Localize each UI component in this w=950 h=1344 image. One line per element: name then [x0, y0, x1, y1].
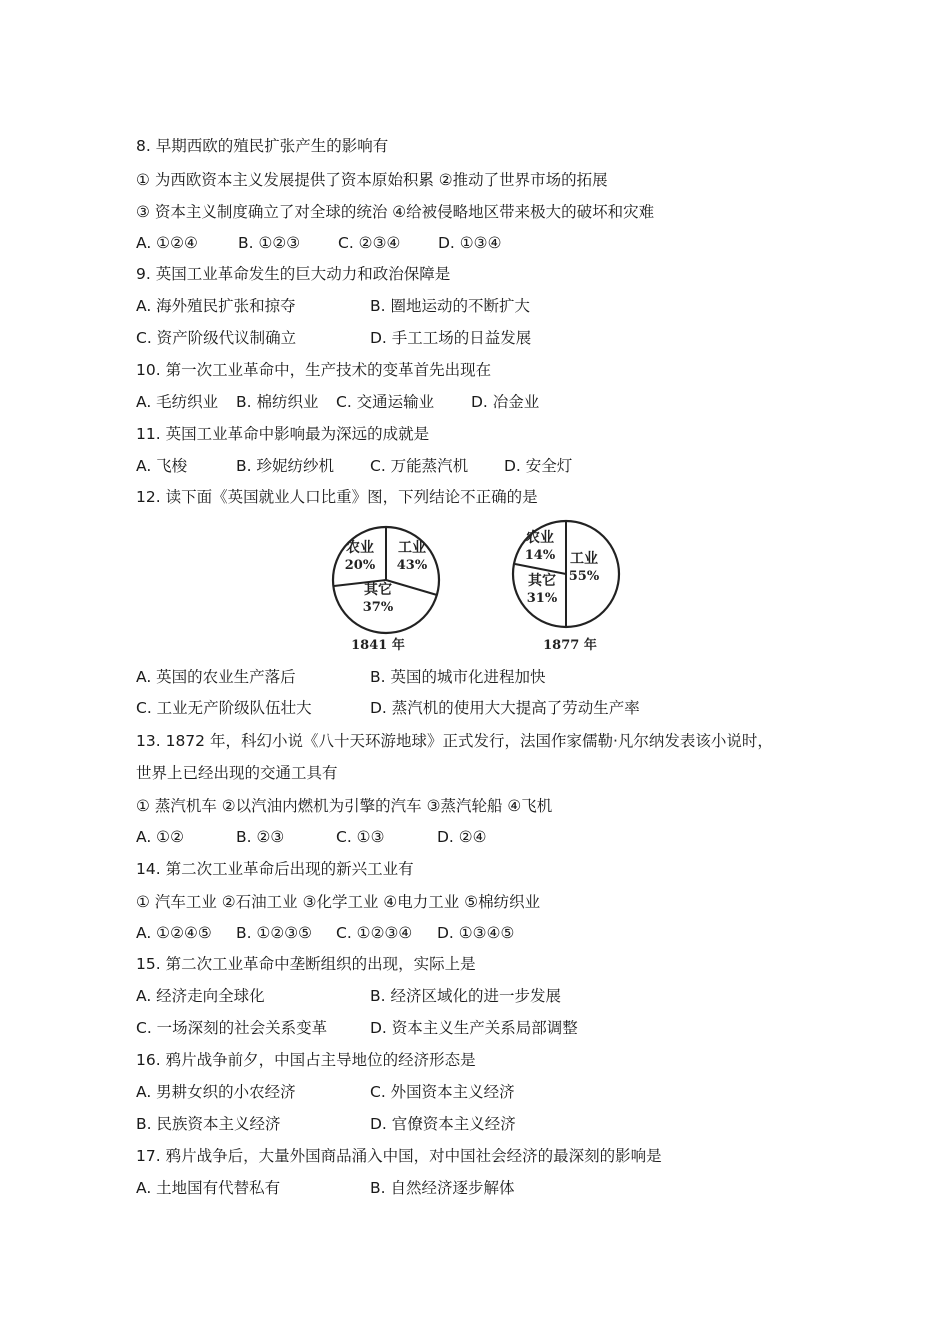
q10-option-b: B. 棉纺织业: [236, 393, 319, 411]
q11-option-a: A. 飞梭: [136, 457, 188, 475]
q8-option-c: C. ②③④: [338, 234, 401, 252]
q8-option-a: A. ①②④: [136, 234, 198, 252]
pie-1841-slice-label-industry: 工业: [398, 540, 426, 556]
pie-1841-slice-label-agriculture: 农业: [346, 540, 374, 556]
q14-option-d: D. ①③④⑤: [437, 924, 515, 942]
q15-option-b: B. 经济区域化的进一步发展: [370, 987, 561, 1005]
q10-option-a: A. 毛纺织业: [136, 393, 219, 411]
q11-stem: 11. 英国工业革命中影响最为深远的成就是: [136, 425, 430, 443]
q11-option-d: D. 安全灯: [504, 457, 573, 475]
pie-1877-slice-value-agriculture: 14%: [524, 548, 556, 563]
q8-item-line-1: ① 为西欧资本主义发展提供了资本原始积累 ②推动了世界市场的拓展: [136, 171, 608, 189]
q16-option-b: B. 民族资本主义经济: [136, 1115, 281, 1133]
q10-option-d: D. 冶金业: [471, 393, 540, 411]
pie-1877-slice-value-other: 31%: [526, 591, 558, 606]
pie-1841-divider-right: [386, 580, 437, 595]
q9-stem: 9. 英国工业革命发生的巨大动力和政治保障是: [136, 265, 451, 283]
q13-stem-line-2: 世界上已经出现的交通工具有: [136, 764, 338, 782]
q15-option-d: D. 资本主义生产关系局部调整: [370, 1019, 578, 1037]
q17-option-b: B. 自然经济逐步解体: [370, 1179, 515, 1197]
q13-option-d: D. ②④: [437, 828, 487, 846]
pie-1877: [513, 521, 619, 653]
q8-item-line-2: ③ 资本主义制度确立了对全球的统治 ④给被侵略地区带来极大的破坏和灾难: [136, 203, 655, 221]
pie-1841-slice-value-other: 37%: [362, 600, 394, 615]
q8-option-d: D. ①③④: [438, 234, 502, 252]
q14-option-a: A. ①②④⑤: [136, 924, 212, 942]
employment-pie-charts: [326, 512, 626, 660]
q15-option-c: C. 一场深刻的社会关系变革: [136, 1019, 328, 1037]
pie-1877-slice-label-other: 其它: [528, 573, 556, 589]
q13-option-c: C. ①③: [336, 828, 385, 846]
q13-option-b: B. ②③: [236, 828, 285, 846]
q12-option-b: B. 英国的城市化进程加快: [370, 668, 546, 686]
pie-1877-year-label: 1877 年: [543, 638, 597, 653]
pie-1841-slice-value-industry: 43%: [396, 558, 428, 573]
q9-option-b: B. 圈地运动的不断扩大: [370, 297, 530, 315]
q14-items: ① 汽车工业 ②石油工业 ③化学工业 ④电力工业 ⑤棉纺织业: [136, 893, 541, 911]
q11-option-b: B. 珍妮纺纱机: [236, 457, 334, 475]
q16-option-c: C. 外国资本主义经济: [370, 1083, 515, 1101]
pie-1841-slice-label-other: 其它: [364, 582, 392, 598]
q8-option-b: B. ①②③: [238, 234, 301, 252]
q10-option-c: C. 交通运输业: [336, 393, 435, 411]
q12-stem: 12. 读下面《英国就业人口比重》图，下列结论不正确的是: [136, 488, 538, 506]
q12-option-d: D. 蒸汽机的使用大大提高了劳动生产率: [370, 699, 640, 717]
q10-stem: 10. 第一次工业革命中，生产技术的变革首先出现在: [136, 361, 492, 379]
q13-stem-line-1: 13. 1872 年，科幻小说《八十天环游地球》正式发行，法国作家儒勒·凡尔纳发表该小说时，: [136, 732, 773, 750]
q13-items: ① 蒸汽机车 ②以汽油内燃机为引擎的汽车 ③蒸汽轮船 ④飞机: [136, 797, 553, 815]
q14-stem: 14. 第二次工业革命后出现的新兴工业有: [136, 860, 414, 878]
q8-stem: 8. 早期西欧的殖民扩张产生的影响有: [136, 137, 389, 155]
q14-option-c: C. ①②③④: [336, 924, 413, 942]
q14-option-b: B. ①②③⑤: [236, 924, 313, 942]
pie-1877-slice-label-industry: 工业: [570, 551, 598, 567]
q15-stem: 15. 第二次工业革命中垄断组织的出现，实际上是: [136, 955, 476, 973]
q16-stem: 16. 鸦片战争前夕，中国占主导地位的经济形态是: [136, 1051, 476, 1069]
q13-option-a: A. ①②: [136, 828, 184, 846]
q9-option-c: C. 资产阶级代议制确立: [136, 329, 297, 347]
q15-option-a: A. 经济走向全球化: [136, 987, 265, 1005]
pie-1841-year-label: 1841 年: [351, 638, 405, 653]
q12-option-c: C. 工业无产阶级队伍壮大: [136, 699, 312, 717]
q16-option-d: D. 官僚资本主义经济: [370, 1115, 516, 1133]
q11-option-c: C. 万能蒸汽机: [370, 457, 469, 475]
q17-stem: 17. 鸦片战争后，大量外国商品涌入中国，对中国社会经济的最深刻的影响是: [136, 1147, 662, 1165]
q12-option-a: A. 英国的农业生产落后: [136, 668, 296, 686]
pie-1877-slice-label-agriculture: 农业: [526, 530, 554, 546]
pie-1877-slice-value-industry: 55%: [568, 569, 600, 584]
q9-option-a: A. 海外殖民扩张和掠夺: [136, 297, 296, 315]
q16-option-a: A. 男耕女织的小农经济: [136, 1083, 296, 1101]
pie-1841: [333, 527, 439, 653]
q17-option-a: A. 土地国有代替私有: [136, 1179, 281, 1197]
pie-1841-slice-value-agriculture: 20%: [344, 558, 376, 573]
q9-option-d: D. 手工工场的日益发展: [370, 329, 532, 347]
